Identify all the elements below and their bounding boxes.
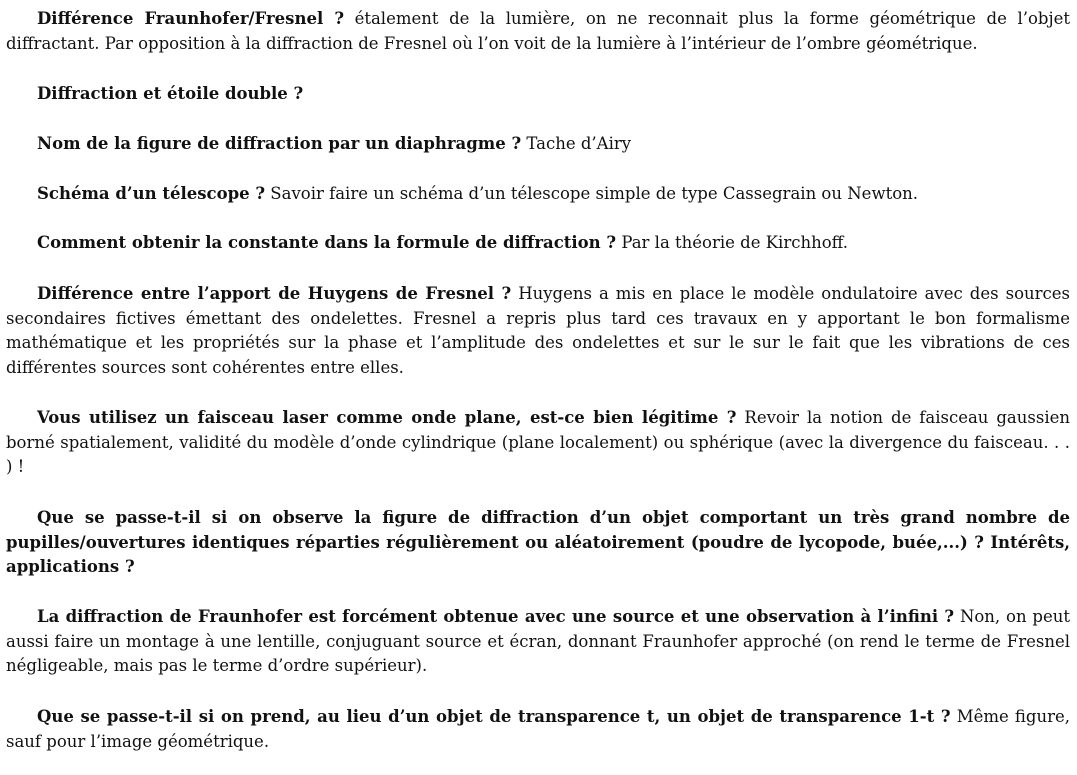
qa-paragraph-telescope [6, 182, 1070, 207]
answer-text: Non, on peut aussi faire un montage à une lentille, conjuguant source et écran, donnant Fraunhofer approché (on rend le terme de Fresnel négligeable, mais pas le terme d’ordre supérieur). [6, 607, 1070, 675]
question-text: Nom de la figure de diffraction par un diaphragme ? [37, 134, 522, 153]
qa-paragraph-pupilles-multiples [6, 506, 1070, 580]
qa-paragraph-transparence [6, 705, 1070, 754]
answer-text: Revoir la notion de faisceau gaussien borné spatialement, validité du modèle d’onde cylindrique (plane localement) ou sphérique (avec la divergence du faisceau. . . ) ! [6, 408, 1071, 476]
answer-text: Savoir faire un schéma d’un télescope simple de type Cassegrain ou Newton. [270, 184, 919, 203]
question-text: Schéma d’un télescope ? [37, 184, 266, 203]
question-text: La diffraction de Fraunhofer est forcément obtenue avec une source et une observation à l’infini ? [37, 607, 955, 626]
answer-text: Par la théorie de Kirchhoff. [621, 233, 849, 252]
qa-paragraph-fraunhofer-fresnel [6, 7, 1070, 56]
question-text: Différence entre l’apport de Huygens de Fresnel ? [37, 284, 512, 303]
question-text: Comment obtenir la constante dans la formule de diffraction ? [37, 233, 617, 252]
question-text: Différence Fraunhofer/Fresnel ? [37, 9, 344, 28]
qa-paragraph-kirchhoff [6, 231, 1070, 256]
answer-text: étalement de la lumière, on ne reconnait plus la forme géométrique de l’objet diffractant. Par opposition à la diffraction de Fresnel où l’on voit de la lumière à l’intérieur de l’ombre géométrique. [6, 9, 1070, 53]
question-text: Vous utilisez un faisceau laser comme onde plane, est-ce bien légitime ? [37, 408, 737, 427]
qa-paragraph-huygens-fresnel [6, 282, 1070, 380]
qa-paragraph-faisceau-laser [6, 406, 1070, 480]
qa-paragraph-etoile-double [6, 82, 1070, 107]
qa-paragraph-fraunhofer-infini [6, 605, 1070, 679]
answer-text: Même figure, sauf pour l’image géométrique. [6, 707, 1070, 751]
question-text: Que se passe-t-il si on observe la figure de diffraction d’un objet comportant un très grand nombre de pupilles/ouvertures identiques réparties régulièrement ou aléatoirement (poudre de lycopode, buée,...) ? Intérêts, applications ? [6, 508, 1070, 576]
answer-text: Huygens a mis en place le modèle ondulatoire avec des sources secondaires fictives émettant des ondelettes. Fresnel a repris plus tard ces travaux en y apportant le bon formalisme mathématique et les propriétés sur la phase et l’amplitude des ondelettes et sur le sur le fait que les vibrations de ces différentes sources sont cohérentes entre elles. [6, 284, 1070, 377]
question-text: Diffraction et étoile double ? [37, 84, 304, 103]
answer-text: Tache d’Airy [526, 134, 632, 153]
qa-paragraph-tache-airy [6, 132, 1070, 157]
question-text: Que se passe-t-il si on prend, au lieu d’un objet de transparence t, un objet de transparence 1-t ? [37, 707, 951, 726]
